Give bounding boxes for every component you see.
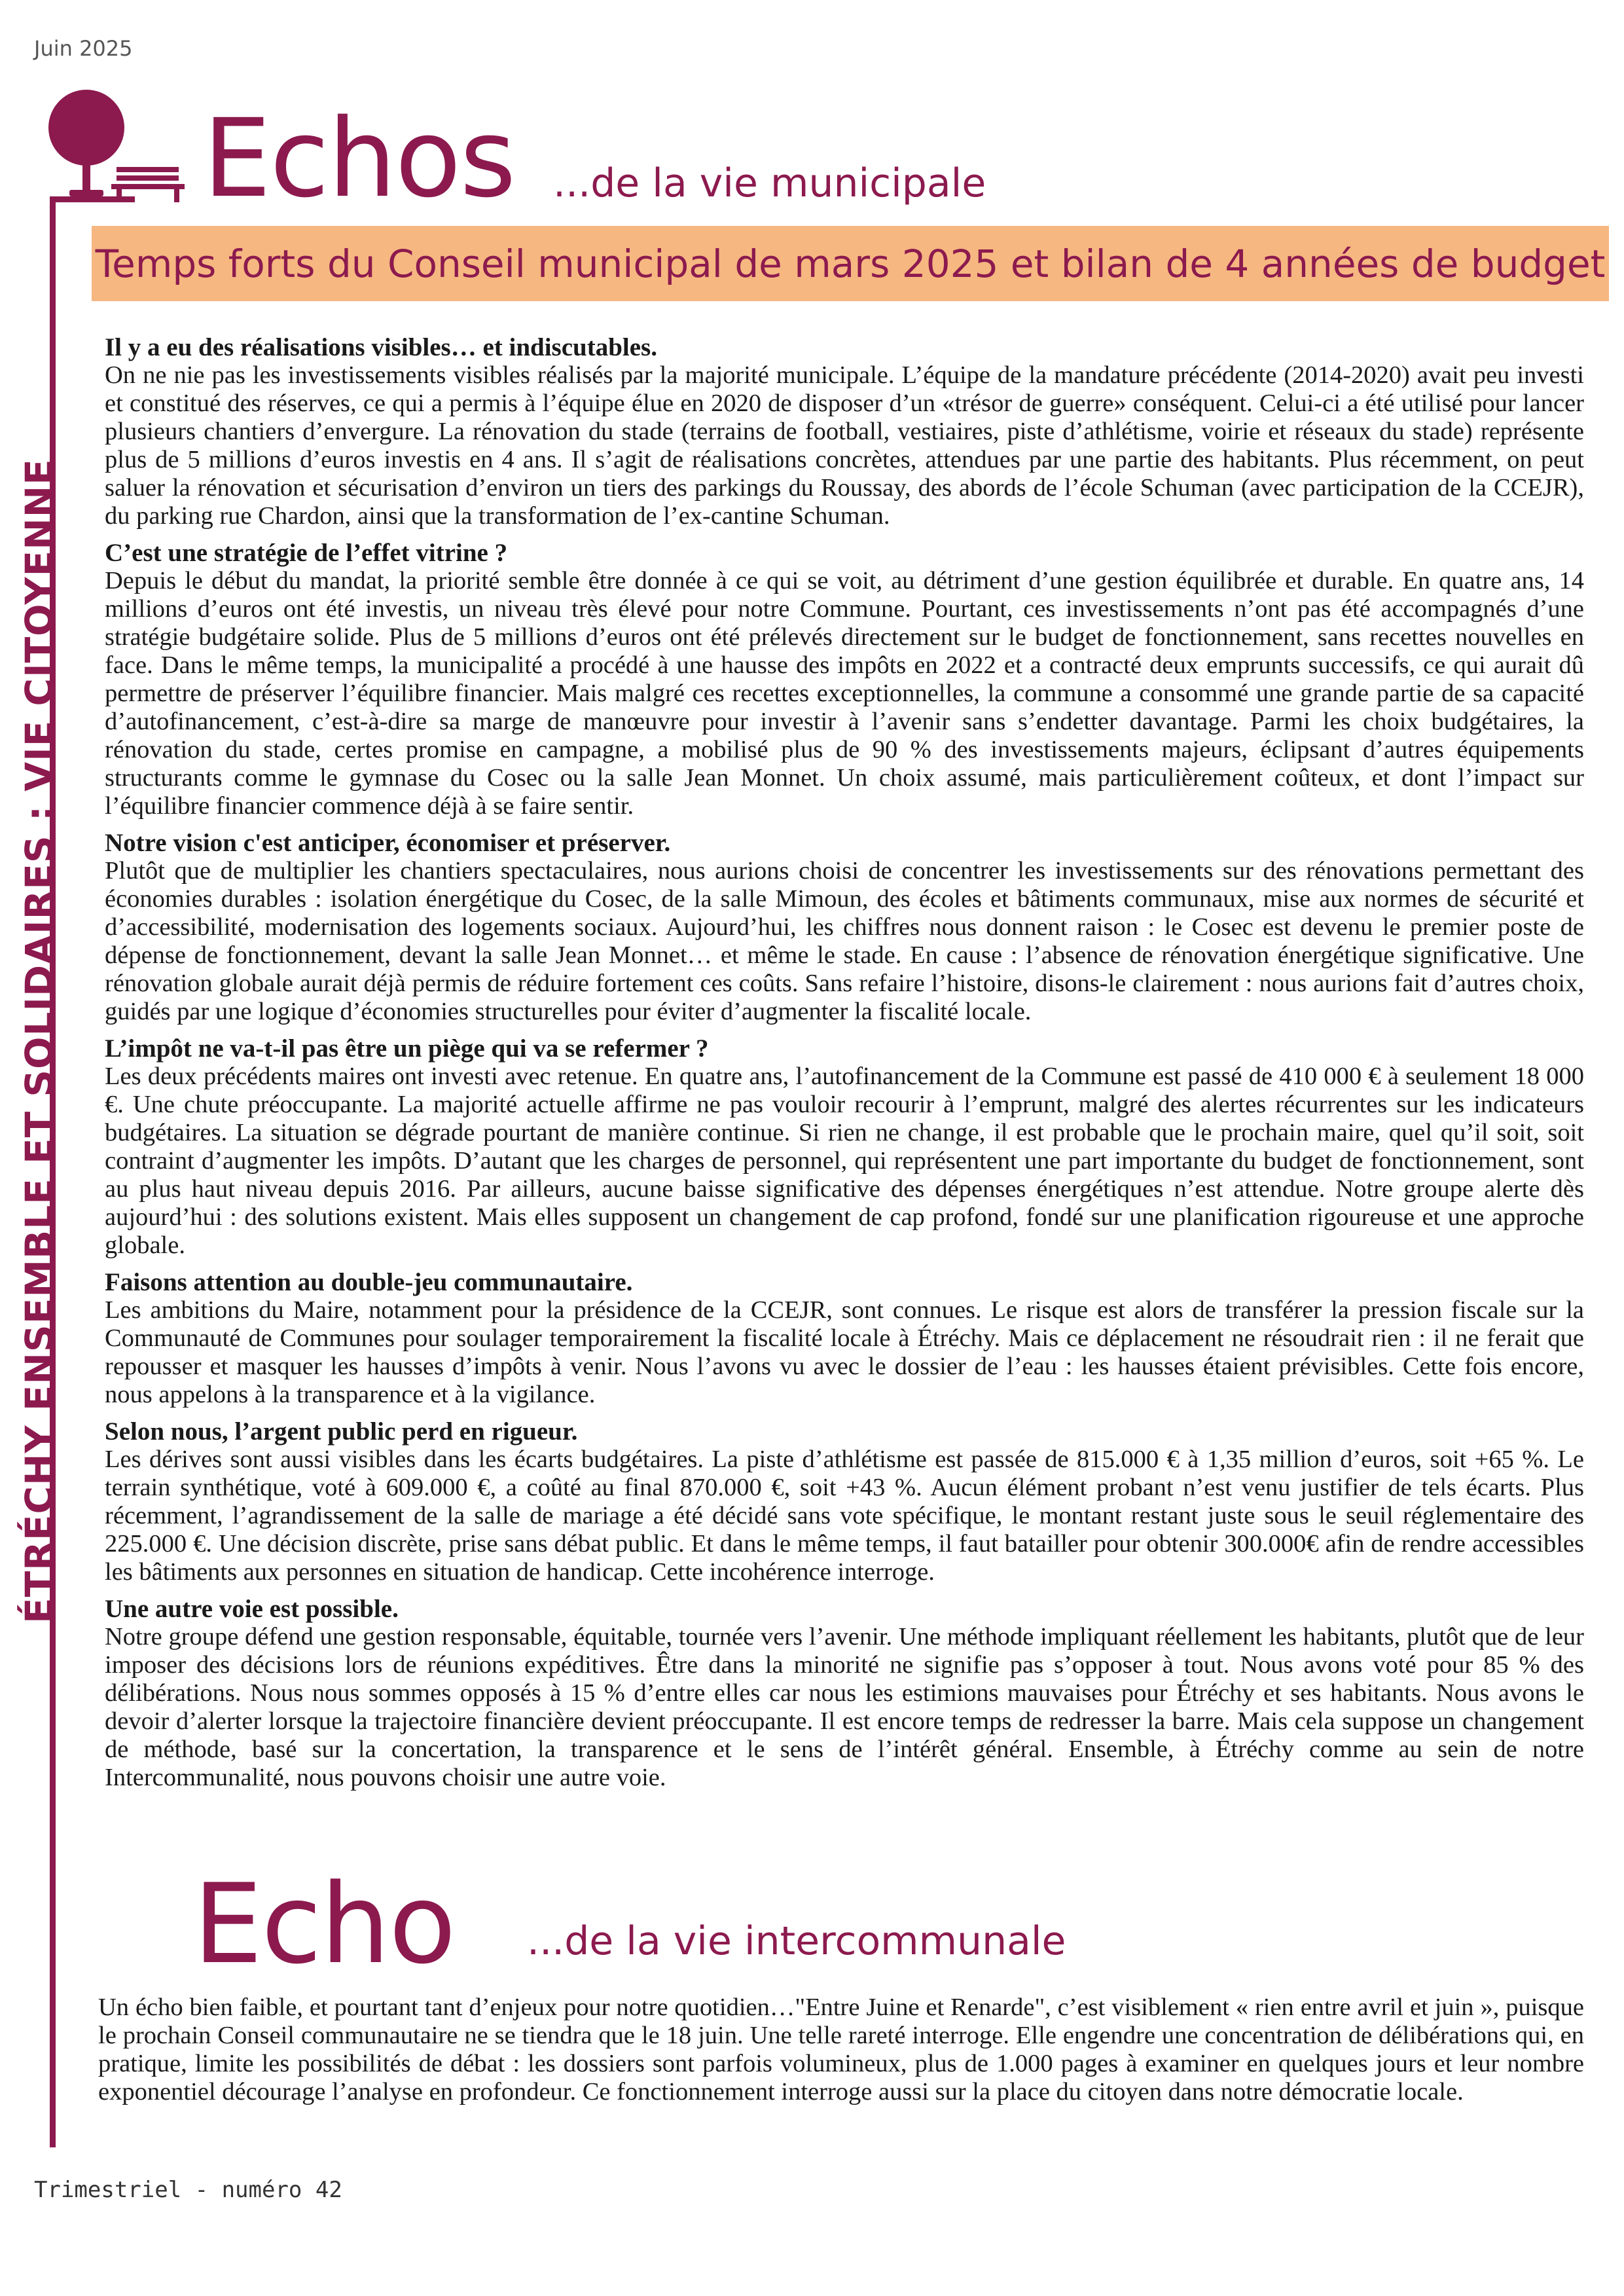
article-section: [105, 1269, 1584, 1409]
section-heading: Il y a eu des réalisations visibles… et indiscutables.: [105, 333, 657, 361]
header-rule: [50, 196, 135, 202]
section-heading: Faisons attention au double-jeu communautaire.: [105, 1268, 633, 1296]
side-banner: ÉTRÉCHY ENSEMBLE ET SOLIDAIRES : VIE CITOYENNE: [17, 458, 62, 1624]
section-heading: Selon nous, l’argent public perd en rigueur.: [105, 1417, 578, 1446]
section-heading: C’est une stratégie de l’effet vitrine ?: [105, 539, 508, 567]
section-paragraph: Les dérives sont aussi visibles dans les écarts budgétaires. La piste d’athlétisme est passée de 815.000 € à 1,35 million d’euros, soit +65 %. Le terrain synthétique, voté à 609.000 €, a coûté au final 870.000 €, soit +43 %. Aucun élément probant n’est venu justifier de tels écarts. Plus récemment, l’agrandissement de la salle de mariage a été décidé sans vote spécifique, le montant restant juste sous le seuil réglementaire des 225.000 €. Une décision discrète, prise sans débat public. Et dans le même temps, il faut batailler pour obtenir 300.000€ afin de rendre accessibles les bâtiments aux personnes en situation de handicap. Cette incohérence interroge.: [105, 1446, 1584, 1586]
article-section: [105, 1418, 1584, 1586]
article-section: [105, 1595, 1584, 1792]
issue-date: Juin 2025: [34, 36, 133, 61]
intercommunal-title: Echo: [193, 1860, 455, 1988]
section-paragraph: Notre groupe défend une gestion responsable, équitable, tournée vers l’avenir. Une méthode impliquant réellement les habitants, plutôt que de leur imposer des décisions lors de réunions expéditives. Être dans la minorité ne signifie pas s’opposer à tout. Nous avons voté pour 85 % des délibérations. Nous nous sommes opposés à 15 % d’entre elles car nous les estimions mauvaises pour Étréchy et ses habitants. Nous avons le devoir d’alerter lorsque la trajectoire financière devient préoccupante. Il est encore temps de redresser la barre. Mais cela suppose un changement de méthode, basé sur la concertation, la transparence et le sens de l’intérêt général. Ensemble, à Étréchy comme au sein de notre Intercommunalité, nous pouvons choisir une autre voie.: [105, 1623, 1584, 1791]
section-paragraph: Les ambitions du Maire, notamment pour la présidence de la CCEJR, sont connues. Le risque est alors de transférer la pression fiscale sur la Communauté de Communes pour soulager temporairement la fiscalité locale à Étréchy. Mais ce déplacement ne résoudrait rien : il ne ferait que repousser et masquer les hausses d’impôts à venir. Nous l’avons vu avec le dossier de l’eau : les hausses étaient prévisibles. Cette fois encore, nous appelons à la transparence et à la vigilance.: [105, 1296, 1584, 1408]
intercommunal-paragraph: Un écho bien faible, et pourtant tant d’enjeux pour notre quotidien…"Entre Juine et Renarde", c’est visiblement « rien entre avril et juin », puisque le prochain Conseil communautaire ne se tiendra que le 18 juin. Une telle rareté interroge. Elle engendre une concentration de délibérations qui, en pratique, limite les possibilités de débat : les dossiers sont parfois volumineux, plus de 1.000 pages à examiner en quelques jours et leur nombre exponentiel décourage l’analyse en profondeur. Ce fonctionnement interroge aussi sur la place du citoyen dans notre démocratie locale.: [98, 1994, 1584, 2105]
article-section: [105, 334, 1584, 530]
headline-banner: [92, 226, 1609, 301]
section-paragraph: Les deux précédents maires ont investi avec retenue. En quatre ans, l’autofinancement de la Commune est passé de 410 000 € à seulement 18 000 €. Une chute préoccupante. La majorité actuelle affirme ne pas vouloir recourir à l’emprunt, malgré des alertes récurrentes sur les indicateurs budgétaires. La situation se dégrade pourtant de manière continue. Si rien ne change, il est probable que le prochain maire, quel qu’il soit, soit contraint d’augmenter les impôts. D’autant que les charges de personnel, qui représentent une part importante du budget de fonctionnement, sont au plus haut niveau depuis 2016. Par ailleurs, aucune baisse significative des dépenses énergétiques n’est attendue. Notre groupe alerte dès aujourd’hui : des solutions existent. Mais elles supposent un changement de cap profond, fondé sur une planification rigoureuse et une approche globale.: [105, 1063, 1584, 1259]
intercommunal-subtitle: ...de la vie intercommunale: [527, 1918, 1066, 1964]
section-heading: Une autre voie est possible.: [105, 1595, 399, 1623]
article-section: [105, 829, 1584, 1026]
footer-issue: Trimestriel - numéro 42: [34, 2177, 342, 2203]
article-body: [105, 334, 1584, 1801]
section-heading: Notre vision c'est anticiper, économiser et préserver.: [105, 829, 671, 857]
tree-icon: [48, 90, 124, 196]
section-paragraph: Plutôt que de multiplier les chantiers spectaculaires, nous aurions choisi de concentrer les investissements sur des rénovations permettant des économies durables : isolation énergétique du Cosec, de la salle Mimoun, des écoles et bâtiments communaux, mise aux normes de sécurité et d’accessibilité, modernisation des logements sociaux. Aujourd’hui, les chiffres nous donnent raison : le Cosec est devenu le premier poste de dépense de fonctionnement, devant la salle Jean Monnet… et même le stade. En cause : l’absence de rénovation énergétique significative. Une rénovation globale aurait déjà permis de réduire fortement ces coûts. Sans refaire l’histoire, disons-le clairement : nous aurions fait d’autres choix, guidés par une logique d’économies structurelles pour éviter d’augmenter la fiscalité locale.: [105, 857, 1584, 1025]
section-paragraph: Depuis le début du mandat, la priorité semble être donnée à ce qui se voit, au détriment d’une gestion équilibrée et durable. En quatre ans, 14 millions d’euros ont été investis, un niveau très élevé pour notre Commune. Pourtant, ces investissements n’ont pas été accompagnés d’une stratégie budgétaire solide. Plus de 5 millions d’euros ont été prélevés directement sur le budget de fonctionnement, sans recettes nouvelles en face. Dans le même temps, la municipalité a procédé à une hausse des impôts en 2022 et a contracté deux emprunts successifs, ce qui aurait dû permettre de préserver l’équilibre financier. Mais malgré ces recettes exceptionnelles, la commune a consommé une grande partie de sa capacité d’autofinancement, c’est-à-dire sa marge de manœuvre pour investir à l’avenir sans s’endetter davantage. Parmi les choix budgétaires, la rénovation du stade, certes promise en campagne, a mobilisé plus de 90 % des investissements majeurs, éclipsant d’autres équipements structurants comme le gymnase du Cosec ou la salle Jean Monnet. Un choix assumé, mais particulièrement coûteux, et dont l’impact sur l’équilibre financier commence déjà à se faire sentir.: [105, 567, 1584, 820]
page-title: Echos: [203, 96, 515, 221]
section-heading: L’impôt ne va-t-il pas être un piège qui va se refermer ?: [105, 1034, 709, 1063]
headline-text: Temps forts du Conseil municipal de mars 2025 et bilan de 4 années de budget: [95, 241, 1606, 286]
page-subtitle: ...de la vie municipale: [553, 160, 986, 206]
article-section: [105, 1035, 1584, 1260]
section-paragraph: On ne nie pas les investissements visibles réalisés par la majorité municipale. L’équipe de la mandature précédente (2014-2020) avait peu investi et constitué des réserves, ce qui a permis à l’équipe élue en 2020 de disposer d’un «trésor de guerre» conséquent. Celui-ci a été utilisé pour lancer plusieurs chantiers d’envergure. La rénovation du stade (terrains de football, vestiaires, piste d’athlétisme, voirie et réseaux du stade) représente plus de 5 millions d’euros investis en 4 ans. Il s’agit de réalisations concrètes, attendues par une partie des habitants. Plus récemment, on peut saluer la rénovation et sécurisation d’environ un tiers des parkings du Roussay, des abords de l’école Schuman (avec participation de la CCEJR), du parking rue Chardon, ainsi que la transformation de l’ex-cantine Schuman.: [105, 361, 1584, 530]
article-section: [105, 539, 1584, 820]
